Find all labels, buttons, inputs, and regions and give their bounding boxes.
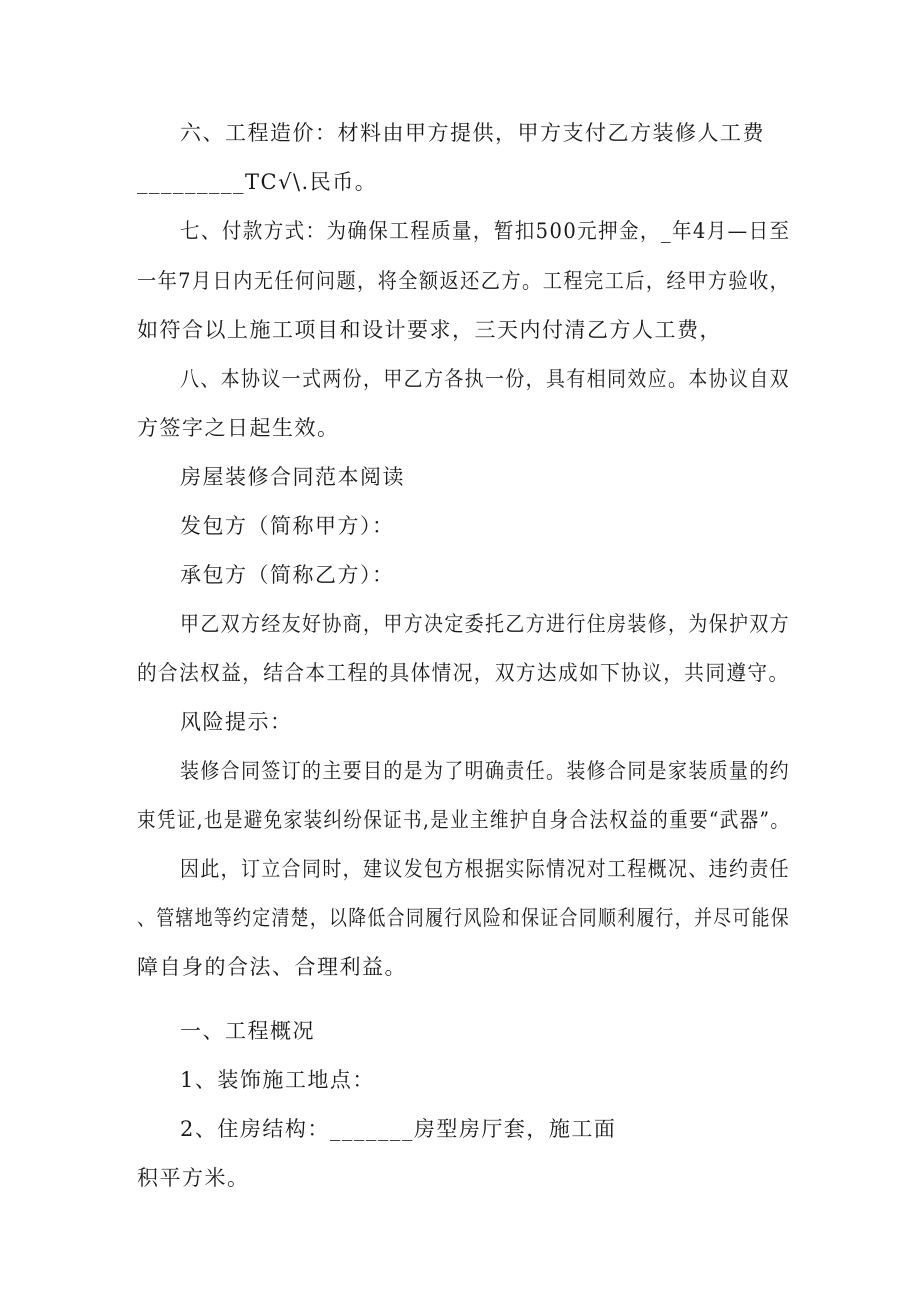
clause-7-line-3: 如符合以上施工项目和设计要求，三天内付清乙方人工费，	[137, 318, 722, 342]
clause-8-line-1: 八、本协议一式两份，甲乙方各执一份，具有相同效应。本协议自双	[180, 367, 790, 391]
section-heading: 房屋装修合同范本阅读	[180, 465, 405, 489]
clause-8-line-2: 方签字之日起生效。	[137, 416, 340, 440]
risk-heading: 风险提示：	[180, 710, 293, 734]
clause-7-line-1: 七、付款方式：为确保工程质量，暂扣500元押金，_年4月—日至	[180, 219, 791, 243]
risk-para-1-line-2: 束凭证,也是避免家装纠纷保证书,是业主维护自身合法权益的重要“武器”。	[137, 808, 791, 832]
risk-para-2-line-2: 、管辖地等约定清楚，以降低合同履行风险和保证合同顺利履行，并尽可能保	[137, 906, 791, 930]
overview-item-2-line-2: 积平方米。	[137, 1166, 250, 1190]
party-b-line: 承包方（简称乙方）：	[180, 563, 395, 587]
clause-6-line-2: _________TC√\.民币。	[137, 170, 378, 194]
clause-7-line-2: 一年7月日内无任何问题，将全额返还乙方。工程完工后，经甲方验收，	[137, 269, 791, 293]
clause-6-line-1: 六、工程造价：材料由甲方提供，甲方支付乙方装修人工费	[180, 121, 765, 145]
overview-item-1: 1、装饰施工地点：	[180, 1068, 375, 1092]
overview-heading: 一、工程概况	[180, 1019, 315, 1043]
risk-para-1-line-1: 装修合同签订的主要目的是为了明确责任。装修合同是家装质量的约	[180, 759, 790, 783]
preamble-line-1: 甲乙双方经友好协商，甲方决定委托乙方进行住房装修，为保护双方	[180, 612, 790, 636]
overview-item-2-line-1: 2、住房结构：_______房型房厅套，施工面	[180, 1117, 617, 1141]
preamble-line-2: 的合法权益，结合本工程的具体情况，双方达成如下协议，共同遵守。	[137, 661, 790, 685]
risk-para-2-line-3: 障自身的合法、合理利益。	[137, 955, 407, 979]
party-a-line: 发包方（简称甲方）：	[180, 514, 395, 538]
risk-para-2-line-1: 因此，订立合同时，建议发包方根据实际情况对工程概况、违约责任	[180, 857, 790, 881]
